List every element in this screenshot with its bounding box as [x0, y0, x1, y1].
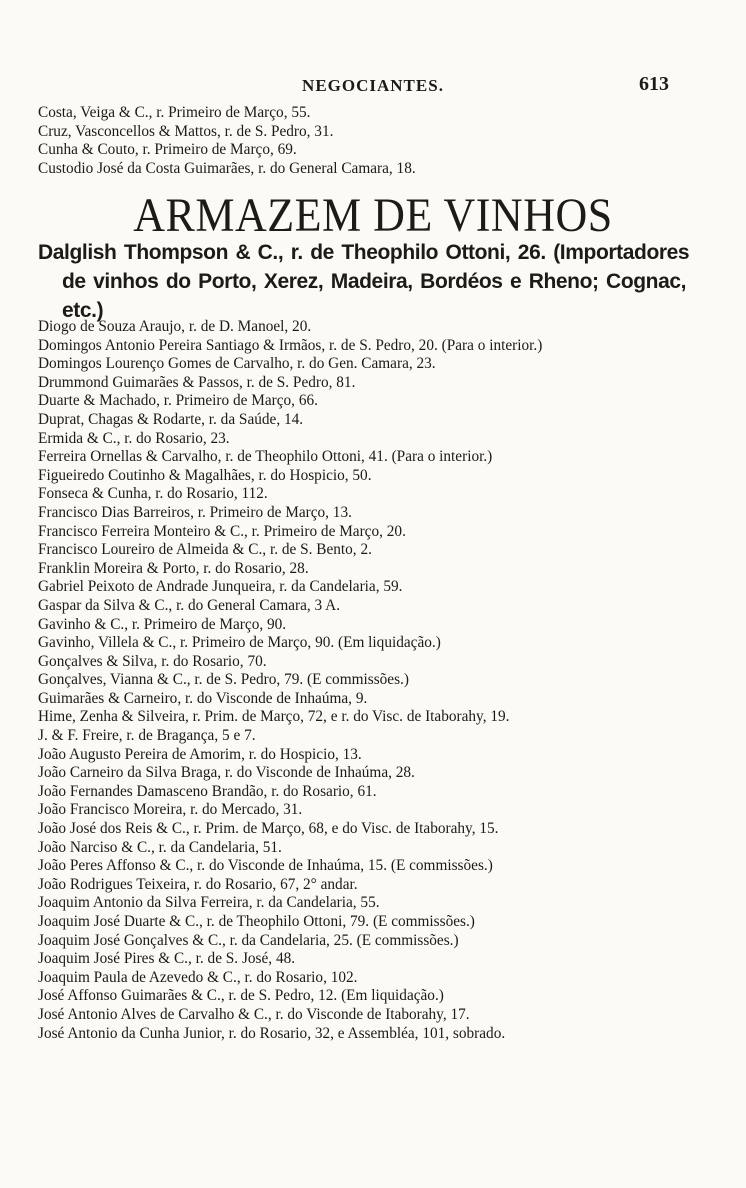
directory-entry: João Narciso & C., r. da Candelaria, 51.	[38, 838, 282, 856]
directory-entry: Francisco Ferreira Monteiro & C., r. Primeiro de Março, 20.	[38, 522, 406, 540]
directory-entry: Joaquim José Gonçalves & C., r. da Candelaria, 25. (E commissões.)	[38, 931, 459, 949]
directory-entry: Joaquim José Pires & C., r. de S. José, 48.	[38, 950, 296, 968]
directory-entry: J. & F. Freire, r. de Bragança, 5 e 7.	[38, 727, 256, 745]
directory-entry: Cruz, Vasconcellos & Mattos, r. de S. Pedro, 31.	[38, 122, 334, 140]
directory-entry: Joaquim José Duarte & C., r. de Theophilo Ottoni, 79. (E commissões.)	[38, 913, 475, 930]
directory-entry: Joaquim Antonio da Silva Ferreira, r. da Candelaria, 55.	[38, 894, 380, 912]
directory-entry: Fonseca & Cunha, r. do Rosario, 112.	[38, 485, 268, 503]
directory-entry: Cunha & Couto, r. Primeiro de Março, 69.	[38, 141, 297, 159]
directory-entry: Duarte & Machado, r. Primeiro de Março, 66.	[38, 392, 318, 410]
directory-entry: Domingos Lourenço Gomes de Carvalho, r. do Gen. Camara, 23.	[38, 355, 436, 373]
entries-list	[38, 318, 690, 1043]
featured-advert: Dalglish Thompson & C., r. de Theophilo Ottoni, 26. (Importadores de vinhos do Porto, Xerez, Madeira, Bordéos e Rheno; Cognac, etc.)	[38, 241, 690, 322]
page-header	[0, 73, 746, 100]
directory-entry: Ferreira Ornellas & Carvalho, r. de Theophilo Ottoni, 41. (Para o interior.)	[38, 448, 493, 466]
section-title: NEGOCIANTES.	[302, 76, 444, 95]
directory-entry: João Peres Affonso & C., r. do Visconde de Inhaúma, 15. (E commissões.)	[38, 857, 493, 875]
directory-entry: João Carneiro da Silva Braga, r. do Visconde de Inhaúma, 28.	[38, 764, 415, 782]
directory-entry: Gavinho & C., r. Primeiro de Março, 90.	[38, 615, 287, 633]
directory-entry: Francisco Dias Barreiros, r. Primeiro de Março, 13.	[38, 503, 352, 521]
directory-entry: Gabriel Peixoto de Andrade Junqueira, r. da Candelaria, 59.	[38, 578, 403, 596]
directory-entry: Domingos Antonio Pereira Santiago & Irmãos, r. de S. Pedro, 20. (Para o interior.)	[38, 336, 543, 354]
directory-entry: Duprat, Chagas & Rodarte, r. da Saúde, 14.	[38, 410, 304, 428]
directory-entry: João Augusto Pereira de Amorim, r. do Hospicio, 13.	[38, 745, 362, 763]
directory-entry: José Affonso Guimarães & C., r. de S. Pedro, 12. (Em liquidação.)	[38, 987, 444, 1005]
advert-banner: ARMAZEM DE VINHOS	[133, 189, 613, 242]
directory-entry: Gaspar da Silva & C., r. do General Camara, 3 A.	[38, 596, 341, 614]
directory-entry: Joaquim Paula de Azevedo & C., r. do Rosario, 102.	[38, 968, 358, 986]
directory-entry: Drummond Guimarães & Passos, r. de S. Pedro, 81.	[38, 373, 356, 391]
directory-entry: Custodio José da Costa Guimarães, r. do General Camara, 18.	[38, 159, 416, 177]
directory-entry: Diogo de Souza Araujo, r. de D. Manoel, 20.	[38, 318, 312, 335]
directory-entry: José Antonio Alves de Carvalho & C., r. do Visconde de Itaborahy, 17.	[38, 1005, 470, 1023]
entries-top-list	[38, 104, 690, 178]
directory-entry: Franklin Moreira & Porto, r. do Rosario, 28.	[38, 559, 309, 577]
directory-entry: Hime, Zenha & Silveira, r. Prim. de Março, 72, e r. do Visc. de Itaborahy, 19.	[38, 708, 510, 726]
directory-entry: Guimarães & Carneiro, r. do Visconde de Inhaúma, 9.	[38, 689, 368, 707]
directory-entry: Francisco Loureiro de Almeida & C., r. de S. Bento, 2.	[38, 541, 372, 559]
directory-entry: João Fernandes Damasceno Brandão, r. do Rosario, 61.	[38, 782, 377, 800]
directory-entry: João Francisco Moreira, r. do Mercado, 31.	[38, 801, 303, 819]
directory-entry: Costa, Veiga & C., r. Primeiro de Março, 55.	[38, 104, 311, 121]
directory-entry: Figueiredo Coutinho & Magalhães, r. do Hospicio, 50.	[38, 466, 372, 484]
directory-entry: José Antonio da Cunha Junior, r. do Rosario, 32, e Assembléa, 101, sobrado.	[38, 1024, 506, 1042]
directory-entry: João José dos Reis & C., r. Prim. de Março, 68, e do Visc. de Itaborahy, 15.	[38, 820, 499, 838]
directory-entry: Gonçalves & Silva, r. do Rosario, 70.	[38, 652, 267, 670]
directory-entry: João Rodrigues Teixeira, r. do Rosario, 67, 2° andar.	[38, 875, 358, 893]
directory-entry: Gonçalves, Vianna & C., r. de S. Pedro, 79. (E commissões.)	[38, 671, 409, 689]
directory-entry: Gavinho, Villela & C., r. Primeiro de Março, 90. (Em liquidação.)	[38, 634, 441, 652]
directory-entry: Ermida & C., r. do Rosario, 23.	[38, 429, 230, 447]
page-number: 613	[639, 73, 669, 95]
